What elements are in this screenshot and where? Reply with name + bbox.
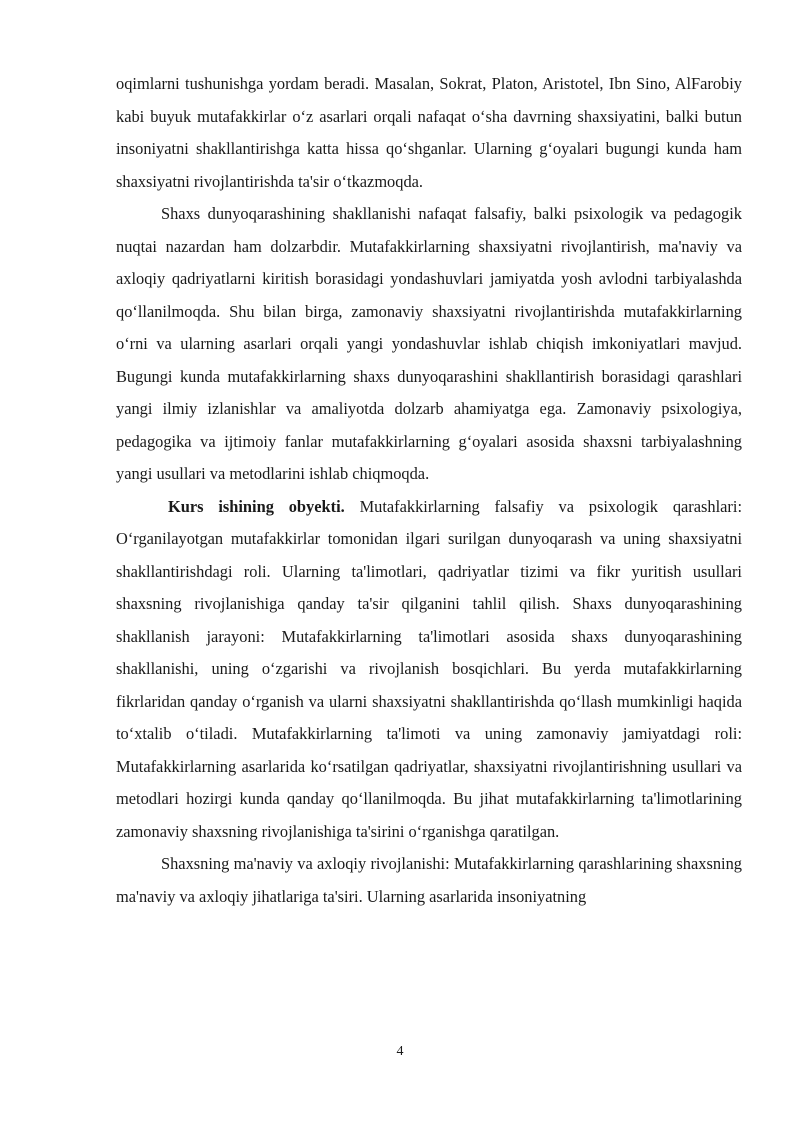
paragraph-course-object (116, 491, 742, 849)
paragraph-moral-development: Shaxsning ma'naviy va axloqiy rivojlanishi: Mutafakkirlarning qarashlarining shaxsning ma'naviy va axloqiy jihatlariga ta'siri. Ularning asarlarida insoniyatning (116, 854, 742, 906)
course-object-heading: Kurs ishining obyekti. (168, 496, 345, 516)
paragraph-continuation: oqimlarni tushunishga yordam beradi. Masalan, Sokrat, Platon, Aristotel, Ibn Sino, AlFarobiy kabi buyuk mutafakkirlar o‘z asarlari orqali nafaqat o‘sha davrning shaxsiyatini, balki butun insoniyatni shakllantirishga katta hissa qo‘shganlar. Ularning g‘oyalari bugungi kunda ham shaxsiyatni rivojlantirishda ta'sir o‘tkazmoqda. (116, 74, 742, 191)
course-object-text: Mutafakkirlarning falsafiy va psixologik qarashlari: O‘rganilayotgan mutafakkirlar tomonidan ilgari surilgan dunyoqarash va uning shaxsiyatni shakllantirishdagi roli. Ularning ta'limotlari, qadriyatlar tizimi va fikr yuritish usullari shaxsning rivojlanishiga qanday ta'sir qilganini tahlil qilish. Shaxs dunyoqarashining shakllanish jarayoni: Mutafakkirlarning ta'limotlari asosida shaxs dunyoqarashining shakllanishi, uning o‘zgarishi va rivojlanish bosqichlari. Bu yerda mutafakkirlarning fikrlaridan qanday o‘rganish va ularni shaxsiyatni shakllantirishda qo‘llash mumkinligi haqida to‘xtalib o‘tiladi. Mutafakkirlarning ta'limoti va uning zamonaviy jamiyatdagi roli: Mutafakkirlarning asarlarida ko‘rsatilgan qadriyatlar, shaxsiyatni rivojlantirishning usullari va metodlari hozirgi kunda qanday qo‘llanilmoqda. Bu jihat mutafakkirlarning ta'limotlarining zamonaviy shaxsning rivojlanishiga ta'sirini o‘rganishga qaratilgan. (116, 496, 742, 841)
page-number: 4 (396, 1044, 404, 1059)
paragraph-worldview-relevance: Shaxs dunyoqarashining shakllanishi nafaqat falsafiy, balki psixologik va pedagogik nuqtai nazardan ham dolzarbdir. Mutafakkirlarning shaxsiyatni rivojlantirish, ma'naviy va axloqiy qadriyatlarni kiritish borasidagi yondashuvlari jamiyatda yosh avlodni tarbiyalashda qo‘llanilmoqda. Shu bilan birga, zamonaviy shaxsiyatni rivojlantirishda mutafakkirlarning o‘rni va ularning asarlari orqali yangi yondashuvlar ishlab chiqish imkoniyatlari mavjud. Bugungi kunda mutafakkirlarning shaxs dunyoqarashini shakllantirish borasidagi qarashlari yangi ilmiy izlanishlar va amaliyotda dolzarb ahamiyatga ega. Zamonaviy psixologiya, pedagogika va ijtimoiy fanlar mutafakkirlarning g‘oyalari asosida shaxsni tarbiyalashning yangi usullari va metodlarini ishlab chiqmoqda. (116, 204, 742, 483)
page-body (116, 68, 742, 913)
